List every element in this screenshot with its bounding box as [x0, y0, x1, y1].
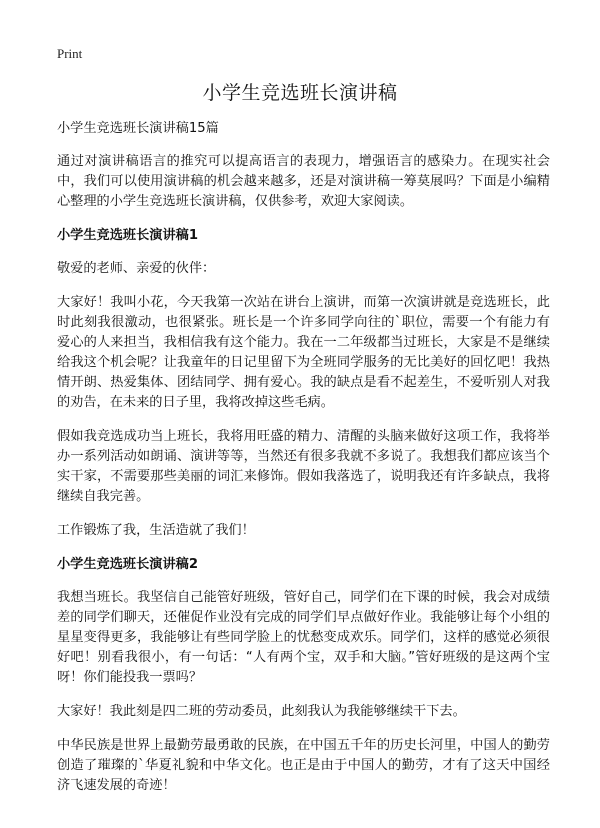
- section-2-paragraph-3: 中华民族是世界上最勤劳最勇敢的民族，在中国五千年的历史长河里，中国人的勤劳创造了璀璨的`华夏礼貌和中华文化。也正是由于中国人的勤劳，才有了这天中国经济飞速发展的奇迹！: [57, 738, 550, 793]
- section-2-paragraph-2: 大家好！我此刻是四二班的劳动委员，此刻我认为我能够继续干下去。: [57, 704, 466, 719]
- section-1-paragraph-3: 假如我竞选成功当上班长，我将用旺盛的精力、清醒的头脑来做好这项工作，我将举办一系列活动如朗诵、演讲等等，当然还有很多我就不多说了。我想我们都应该当个实干家，不需要那些美丽的词汇来修饰。假如我落选了，说明我还有许多缺点，我将继续自我完善。: [57, 429, 550, 504]
- section-1-paragraph-1: 敬爱的老师、亲爱的伙伴：: [57, 261, 216, 276]
- section-2-paragraph-1: 我想当班长。我坚信自己能管好班级，管好自己，同学们在下课的时候，我会对成绩差的同学们聊天，还催促作业没有完成的同学们早点做好作业。我能够让每个小组的星星变得更多，我能够让有些同学脸上的忧愁变成欢乐。同学们，这样的感觉必须很好吧！别看我很小，有一句话：“人有两个宝，双手和大脑。”管好班级的是这两个宝呀！你们能投我一票吗？: [57, 590, 550, 685]
- section-1-paragraph-4: 工作锻炼了我，生活造就了我们！: [57, 523, 255, 538]
- section-1-paragraph-2: 大家好！我叫小花，今天我第一次站在讲台上演讲，而第一次演讲就是竞选班长，此时此刻我很激动，也很紧张。班长是一个许多同学向往的`职位，需要一个有能力有爱心的人来担当，我相信我有这个能力。我在一二年级都当过班长，大家是不是继续给我这个机会呢？让我童年的日记里留下为全班同学服务的无比美好的回忆吧！我热情开朗、热爱集体、团结同学、拥有爱心。我的缺点是看不起差生，不爱听别人对我的劝告，在未来的日子里，我将改掉这些毛病。: [57, 295, 550, 410]
- page-title: 小学生竞选班长演讲稿: [202, 82, 398, 104]
- print-link[interactable]: Print: [57, 46, 83, 61]
- subtitle: 小学生竞选班长演讲稿15篇: [57, 121, 219, 136]
- intro-paragraph: 通过对演讲稿语言的推究可以提高语言的表现力，增强语言的感染力。在现实社会中，我们可以使用演讲稿的机会越来越多，还是对演讲稿一筹莫展吗？下面是小编精心整理的小学生竞选班长演讲稿，仅供参考，欢迎大家阅读。: [57, 154, 550, 209]
- section-heading-1: 小学生竞选班长演讲稿1: [57, 228, 199, 243]
- section-heading-2: 小学生竞选班长演讲稿2: [57, 557, 199, 572]
- article-body: [57, 119, 550, 810]
